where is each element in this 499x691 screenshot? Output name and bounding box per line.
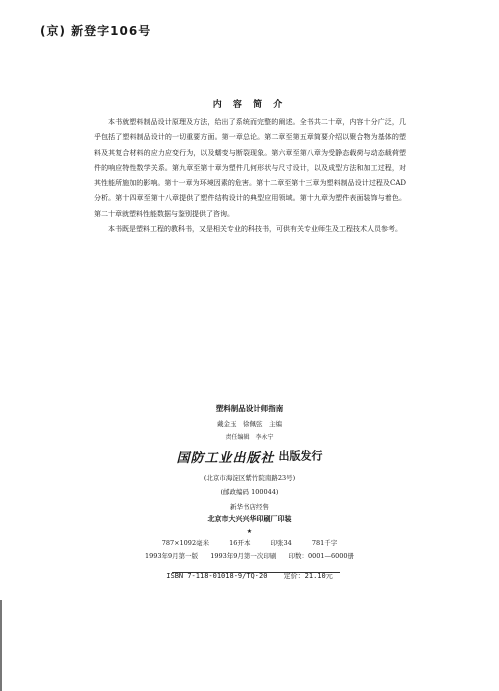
publisher-action: 出版发行	[278, 449, 323, 463]
intro-paragraph-2: 本书既是塑料工程的教科书，又是相关专业的科技书，可供有关专业师生及工程技术人员参考。	[108, 225, 402, 234]
responsible-editor: 责任编辑 李永宁	[225, 434, 274, 441]
publisher-logo: 国防工业出版社	[176, 451, 275, 466]
word-count: 781千字	[311, 539, 338, 547]
publisher-address: (北京市海淀区紫竹院南路23号)	[203, 474, 296, 482]
edition-info	[0, 551, 499, 560]
price: 定价：21.10元	[283, 572, 333, 580]
postcode: (邮政编码 100044)	[220, 488, 279, 496]
printed-sheets: 印张34	[270, 539, 292, 547]
publisher-line	[0, 447, 499, 466]
printing: 1993年9月第一次印刷	[210, 552, 277, 560]
distributor: 新华书店经售	[230, 503, 269, 511]
edition: 1993年9月第一版	[144, 552, 199, 560]
scan-edge	[0, 600, 2, 691]
separator-star: ★	[246, 528, 253, 535]
isbn-price	[0, 571, 499, 581]
intro-title: 内 容 简 介	[212, 100, 287, 110]
registration-number: (京) 新登字106号	[40, 24, 152, 38]
book-title: 塑料制品设计师指南	[215, 404, 284, 413]
authors: 戴金玉 徐佩弦 主编	[217, 420, 282, 428]
folio: 16开本	[229, 539, 251, 547]
intro-body	[94, 115, 406, 237]
intro-paragraph-1: 本书就塑料制品设计原理及方法，给出了系统而完整的阐述。全书共二十章，内容十分广泛，几乎包括了塑料制品设计的一切重要方面。第一章总论。第二章至第五章简要介绍以聚合物为基体的塑料及其复合材料的应力应变行为，以及蠕变与断裂现象。第六章至第八章为受静态载荷与动态载荷塑件的响应特性数学关系。第九章至第十章为塑件几何形状与尺寸设计，以及成型方法和加工过程，对其性能所施加的影响。第十一章为环境因素的危害。第十二章至第十三章为塑料制品设计过程及CAD分析。第十四章至第十八章提供了塑件结构设计的典型应用领域。第十九章为塑件表面装饰与着色。第二十章就塑料性能数据与鉴别提供了咨询。	[94, 118, 406, 218]
isbn: ISBN 7-118-01018-9/TQ·20	[166, 572, 268, 580]
print-run: 印数：0001—6000册	[288, 552, 355, 560]
paper-format: 787×1092毫米	[161, 539, 210, 547]
printer: 北京市大兴兴华印刷厂印装	[207, 514, 292, 523]
print-specs	[0, 538, 499, 547]
